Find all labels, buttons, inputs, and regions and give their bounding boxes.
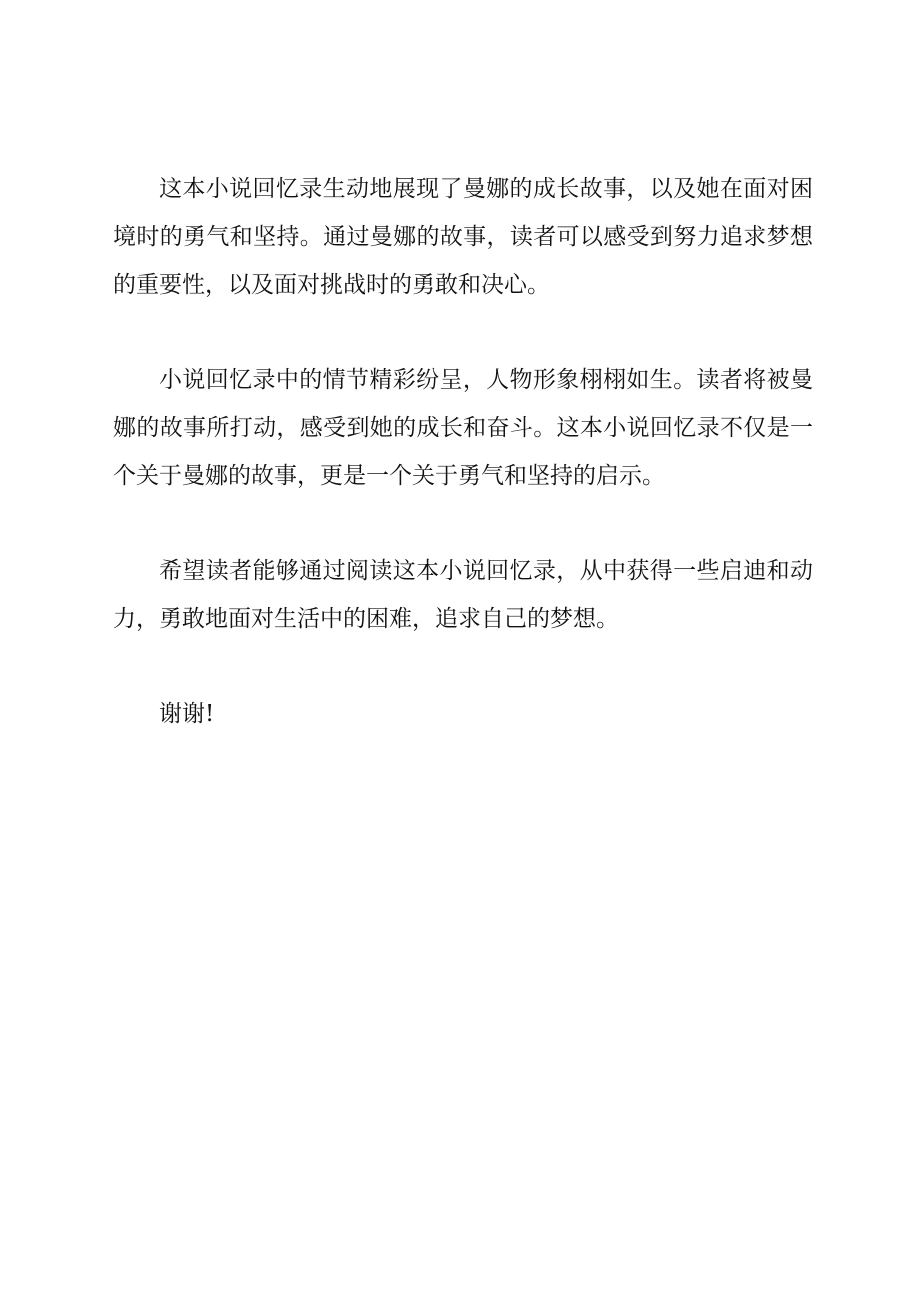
paragraph: 希望读者能够通过阅读这本小说回忆录，从中获得一些启迪和动力，勇敢地面对生活中的困难，追求自己的梦想。 [113, 558, 813, 632]
paragraph: 小说回忆录中的情节精彩纷呈，人物形象栩栩如生。读者将被曼娜的故事所打动，感受到她的成长和奋斗。这本小说回忆录不仅是一个关于曼娜的故事，更是一个关于勇气和坚持的启示。 [113, 367, 813, 489]
document-body [113, 165, 813, 785]
paragraph: 这本小说回忆录生动地展现了曼娜的成长故事，以及她在面对困境时的勇气和坚持。通过曼娜的故事，读者可以感受到努力追求梦想的重要性，以及面对挑战时的勇敢和决心。 [113, 176, 813, 298]
closing-line: 谢谢! [159, 701, 215, 727]
